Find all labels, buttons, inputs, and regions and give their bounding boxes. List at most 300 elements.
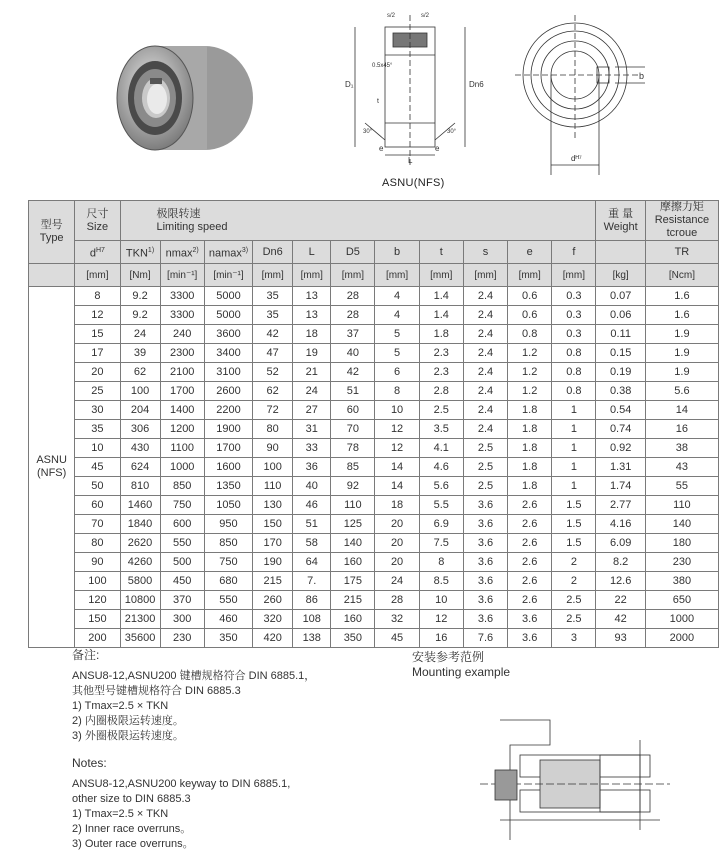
table-cell: 20 bbox=[75, 363, 120, 382]
table-cell: 2.3 bbox=[419, 344, 463, 363]
table-row bbox=[29, 572, 719, 591]
table-cell: 2.6 bbox=[508, 515, 552, 534]
table-cell: 300 bbox=[160, 610, 204, 629]
table-cell: 215 bbox=[331, 591, 375, 610]
table-cell: 21 bbox=[293, 363, 331, 382]
section-drawing bbox=[335, 5, 495, 175]
torque-header bbox=[645, 201, 718, 241]
table-cell: 0.3 bbox=[552, 287, 596, 306]
table-cell: 4.6 bbox=[419, 458, 463, 477]
table-cell: 12 bbox=[375, 420, 419, 439]
L-label: L bbox=[408, 156, 413, 165]
col-unit: [min⁻¹] bbox=[204, 264, 252, 287]
col-symbol bbox=[596, 241, 645, 264]
notes-en-line: 2) Inner race overruns。 bbox=[72, 823, 192, 835]
table-cell: 100 bbox=[120, 382, 160, 401]
table-cell: 8.2 bbox=[596, 553, 645, 572]
table-cell: 51 bbox=[293, 515, 331, 534]
type-cell bbox=[29, 287, 75, 648]
table-cell: 55 bbox=[645, 477, 718, 496]
table-cell: 1 bbox=[552, 439, 596, 458]
table-cell: 2200 bbox=[204, 401, 252, 420]
col-unit: [mm] bbox=[253, 264, 293, 287]
notes-en-line: other size to DIN 6885.3 bbox=[72, 793, 191, 805]
table-cell: 90 bbox=[75, 553, 120, 572]
table-cell: 120 bbox=[75, 591, 120, 610]
s2-right-label: s/2 bbox=[421, 13, 430, 19]
col-symbol: t bbox=[419, 241, 463, 264]
table-cell: 5800 bbox=[120, 572, 160, 591]
table-cell: 8.5 bbox=[419, 572, 463, 591]
table-cell: 306 bbox=[120, 420, 160, 439]
table-cell: 8 bbox=[75, 287, 120, 306]
e-left-label: e bbox=[379, 144, 384, 153]
table-cell: 36 bbox=[293, 458, 331, 477]
table-cell: 2.4 bbox=[463, 306, 507, 325]
col-unit: [min⁻¹] bbox=[160, 264, 204, 287]
table-cell: 1200 bbox=[160, 420, 204, 439]
table-cell: 24 bbox=[120, 325, 160, 344]
table-cell: 0.11 bbox=[596, 325, 645, 344]
table-cell: 430 bbox=[120, 439, 160, 458]
col-symbol: TKN$^{1)}$ bbox=[120, 241, 160, 264]
table-cell: 38 bbox=[645, 439, 718, 458]
table-cell: 39 bbox=[120, 344, 160, 363]
table-cell: 624 bbox=[120, 458, 160, 477]
type-cn: 型号 bbox=[40, 219, 63, 231]
notes-cn-line: ANSU8-12,ASNU200 键槽规格符合 DIN 6885.1， bbox=[72, 670, 316, 682]
table-cell: 2.8 bbox=[419, 382, 463, 401]
table-cell: 2.5 bbox=[463, 439, 507, 458]
table-row bbox=[29, 477, 719, 496]
table-cell: 160 bbox=[331, 553, 375, 572]
table-cell: 0.3 bbox=[552, 325, 596, 344]
col-unit: [mm] bbox=[375, 264, 419, 287]
table-cell: 2.6 bbox=[508, 572, 552, 591]
table-cell: 4 bbox=[375, 306, 419, 325]
table-cell: 0.6 bbox=[508, 306, 552, 325]
table-cell: 13 bbox=[293, 306, 331, 325]
table-cell: 230 bbox=[160, 629, 204, 648]
front-view-drawing bbox=[515, 15, 655, 185]
table-cell: 2.4 bbox=[463, 325, 507, 344]
table-cell: 80 bbox=[75, 534, 120, 553]
torque-en1: Resistance bbox=[654, 214, 710, 226]
table-cell: 0.6 bbox=[508, 287, 552, 306]
table-cell: 5000 bbox=[204, 306, 252, 325]
table-cell: 1.74 bbox=[596, 477, 645, 496]
table-cell: 18 bbox=[293, 325, 331, 344]
table-cell: 1.5 bbox=[552, 496, 596, 515]
table-cell: 5 bbox=[375, 344, 419, 363]
table-cell: 9.2 bbox=[120, 287, 160, 306]
table-cell: 180 bbox=[645, 534, 718, 553]
table-cell: 17 bbox=[75, 344, 120, 363]
table-cell: 1.5 bbox=[552, 534, 596, 553]
table-cell: 1.2 bbox=[508, 363, 552, 382]
table-cell: 2000 bbox=[645, 629, 718, 648]
notes-cn-line: 其他型号键槽规格符合 DIN 6885.3 bbox=[72, 685, 241, 697]
table-cell: 58 bbox=[293, 534, 331, 553]
table-cell: 5.6 bbox=[419, 477, 463, 496]
table-cell: 2.6 bbox=[508, 496, 552, 515]
table-cell: 60 bbox=[75, 496, 120, 515]
torque-en2: tcroue bbox=[666, 227, 698, 239]
col-symbol: $d^{H7}$ bbox=[75, 241, 120, 264]
table-cell: 28 bbox=[331, 306, 375, 325]
table-cell: 850 bbox=[160, 477, 204, 496]
table-cell: 35600 bbox=[120, 629, 160, 648]
table-cell: 550 bbox=[204, 591, 252, 610]
table-cell: 2 bbox=[552, 553, 596, 572]
dn6-label: Dn6 bbox=[469, 80, 484, 89]
table-cell: 33 bbox=[293, 439, 331, 458]
table-cell: 2100 bbox=[160, 363, 204, 382]
table-row bbox=[29, 363, 719, 382]
table-cell: 45 bbox=[75, 458, 120, 477]
table-cell: 32 bbox=[375, 610, 419, 629]
torque-cn: 摩擦力矩 bbox=[659, 201, 704, 213]
table-cell: 600 bbox=[160, 515, 204, 534]
table-cell: 42 bbox=[253, 325, 293, 344]
bearing-photo bbox=[110, 20, 260, 160]
table-cell: 2620 bbox=[120, 534, 160, 553]
table-cell: 86 bbox=[293, 591, 331, 610]
table-cell: 35 bbox=[253, 287, 293, 306]
table-row bbox=[29, 458, 719, 477]
drawing-caption: ASNU(NFS) bbox=[382, 177, 445, 189]
table-cell: 3600 bbox=[204, 325, 252, 344]
table-cell: 140 bbox=[331, 534, 375, 553]
table-cell: 28 bbox=[331, 287, 375, 306]
table-cell: 3.6 bbox=[463, 534, 507, 553]
table-cell: 2.3 bbox=[419, 363, 463, 382]
table-cell: 3100 bbox=[204, 363, 252, 382]
table-row bbox=[29, 287, 719, 306]
table-row bbox=[29, 325, 719, 344]
table-cell: 1.8 bbox=[508, 401, 552, 420]
mounting-heading bbox=[412, 650, 510, 680]
table-cell: 0.92 bbox=[596, 439, 645, 458]
table-cell: 260 bbox=[253, 591, 293, 610]
table-cell: 14 bbox=[375, 477, 419, 496]
table-cell: 3.6 bbox=[463, 515, 507, 534]
table-cell: 51 bbox=[331, 382, 375, 401]
col-symbol: D5 bbox=[331, 241, 375, 264]
table-cell: 1600 bbox=[204, 458, 252, 477]
table-cell: 42 bbox=[331, 363, 375, 382]
table-cell: 650 bbox=[645, 591, 718, 610]
table-row bbox=[29, 344, 719, 363]
table-cell: 20 bbox=[375, 553, 419, 572]
table-cell: 28 bbox=[375, 591, 419, 610]
table-row bbox=[29, 629, 719, 648]
table-cell: 150 bbox=[75, 610, 120, 629]
table-cell: 200 bbox=[75, 629, 120, 648]
table-cell: 130 bbox=[253, 496, 293, 515]
symbol-row bbox=[29, 241, 719, 264]
size-cn: 尺寸 bbox=[86, 207, 109, 220]
table-cell: 3.6 bbox=[463, 591, 507, 610]
table-row bbox=[29, 496, 719, 515]
table-cell: 110 bbox=[331, 496, 375, 515]
table-cell: 450 bbox=[160, 572, 204, 591]
table-cell: 72 bbox=[253, 401, 293, 420]
table-cell: 3.6 bbox=[463, 610, 507, 629]
table-cell: 62 bbox=[253, 382, 293, 401]
table-cell: 19 bbox=[293, 344, 331, 363]
col-unit: [kg] bbox=[596, 264, 645, 287]
table-cell: 0.15 bbox=[596, 344, 645, 363]
e-right-label: e bbox=[435, 144, 440, 153]
unit-row bbox=[29, 264, 719, 287]
chamfer-label: 0.5x45° bbox=[372, 63, 393, 69]
notes-en-line: ANSU8-12,ASNU200 keyway to DIN 6885.1, bbox=[72, 778, 291, 790]
table-cell: 550 bbox=[160, 534, 204, 553]
table-cell: 2.4 bbox=[463, 287, 507, 306]
table-cell: 1.9 bbox=[645, 325, 718, 344]
size-en: Size bbox=[86, 220, 109, 233]
table-cell: 5 bbox=[375, 325, 419, 344]
table-cell: 5.6 bbox=[645, 382, 718, 401]
table-cell: 40 bbox=[331, 344, 375, 363]
table-cell: 10 bbox=[375, 401, 419, 420]
table-cell: 7. bbox=[293, 572, 331, 591]
table-cell: 500 bbox=[160, 553, 204, 572]
type-label-sub: (NFS) bbox=[36, 467, 67, 479]
table-cell: 1.8 bbox=[508, 477, 552, 496]
table-cell: 0.38 bbox=[596, 382, 645, 401]
table-cell: 35 bbox=[75, 420, 120, 439]
table-cell: 3.6 bbox=[508, 629, 552, 648]
b-label: b bbox=[639, 71, 645, 81]
col-symbol: namax$^{3)}$ bbox=[204, 241, 252, 264]
speed-header bbox=[120, 201, 596, 241]
table-cell: 1.9 bbox=[645, 344, 718, 363]
illustration-area bbox=[0, 0, 721, 200]
table-row bbox=[29, 534, 719, 553]
table-cell: 16 bbox=[645, 420, 718, 439]
table-cell: 0.8 bbox=[508, 325, 552, 344]
table-cell: 8 bbox=[419, 553, 463, 572]
table-cell: 2.5 bbox=[552, 610, 596, 629]
table-cell: 16 bbox=[419, 629, 463, 648]
col-symbol: Dn6 bbox=[253, 241, 293, 264]
notes-cn-heading: 备注: bbox=[72, 648, 100, 662]
col-symbol: s bbox=[463, 241, 507, 264]
table-cell: 420 bbox=[253, 629, 293, 648]
table-cell: 1 bbox=[552, 401, 596, 420]
table-cell: 170 bbox=[253, 534, 293, 553]
table-cell: 2.6 bbox=[508, 553, 552, 572]
table-cell: 2300 bbox=[160, 344, 204, 363]
col-symbol: L bbox=[293, 241, 331, 264]
table-cell: 680 bbox=[204, 572, 252, 591]
speed-cn: 极限转速 bbox=[156, 207, 201, 220]
table-cell: 1350 bbox=[204, 477, 252, 496]
table-cell: 3.5 bbox=[419, 420, 463, 439]
table-cell: 1050 bbox=[204, 496, 252, 515]
table-cell: 2 bbox=[552, 572, 596, 591]
speed-en: Limiting speed bbox=[156, 220, 228, 233]
table-cell: 0.8 bbox=[552, 382, 596, 401]
table-cell: 460 bbox=[204, 610, 252, 629]
table-cell: 4260 bbox=[120, 553, 160, 572]
table-cell: 160 bbox=[331, 610, 375, 629]
table-cell: 3300 bbox=[160, 306, 204, 325]
table-cell: 230 bbox=[645, 553, 718, 572]
table-cell: 750 bbox=[204, 553, 252, 572]
table-row bbox=[29, 515, 719, 534]
notes-cn-line: 2) 内圈极限运转速度。 bbox=[72, 715, 184, 727]
col-unit: [mm] bbox=[463, 264, 507, 287]
table-cell: 2.6 bbox=[508, 534, 552, 553]
table-cell: 3.6 bbox=[463, 553, 507, 572]
col-unit: [mm] bbox=[293, 264, 331, 287]
table-cell: 380 bbox=[645, 572, 718, 591]
table-cell: 8 bbox=[375, 382, 419, 401]
table-cell: 43 bbox=[645, 458, 718, 477]
col-unit: [mm] bbox=[331, 264, 375, 287]
weight-header bbox=[596, 201, 645, 241]
table-cell: 3.6 bbox=[463, 496, 507, 515]
table-cell: 2.4 bbox=[463, 401, 507, 420]
table-cell: 1400 bbox=[160, 401, 204, 420]
table-cell: 1.4 bbox=[419, 287, 463, 306]
table-cell: 1 bbox=[552, 477, 596, 496]
table-cell: 5.5 bbox=[419, 496, 463, 515]
table-cell: 1.2 bbox=[508, 344, 552, 363]
table-cell: 3 bbox=[552, 629, 596, 648]
type-label: ASNU bbox=[36, 454, 67, 466]
t-label: t bbox=[377, 98, 379, 105]
table-cell: 0.19 bbox=[596, 363, 645, 382]
table-cell: 92 bbox=[331, 477, 375, 496]
notes-en-line: 1) Tmax=2.5 × TKN bbox=[72, 808, 169, 820]
table-cell: 175 bbox=[331, 572, 375, 591]
table-cell: 0.06 bbox=[596, 306, 645, 325]
table-cell: 204 bbox=[120, 401, 160, 420]
table-cell: 37 bbox=[331, 325, 375, 344]
table-cell: 350 bbox=[331, 629, 375, 648]
table-cell: 10800 bbox=[120, 591, 160, 610]
angle-right-label: 30° bbox=[447, 129, 457, 135]
table-cell: 1.8 bbox=[508, 420, 552, 439]
table-cell: 24 bbox=[375, 572, 419, 591]
table-cell: 2.5 bbox=[463, 458, 507, 477]
table-cell: 1.8 bbox=[508, 439, 552, 458]
table-cell: 1 bbox=[552, 458, 596, 477]
table-cell: 22 bbox=[596, 591, 645, 610]
table-cell: 0.54 bbox=[596, 401, 645, 420]
table-cell: 10 bbox=[75, 439, 120, 458]
table-cell: 1000 bbox=[645, 610, 718, 629]
table-cell: 6.9 bbox=[419, 515, 463, 534]
table-cell: 1 bbox=[552, 420, 596, 439]
table-cell: 1.6 bbox=[645, 287, 718, 306]
table-cell: 25 bbox=[75, 382, 120, 401]
table-cell: 2.4 bbox=[463, 344, 507, 363]
table-cell: 1840 bbox=[120, 515, 160, 534]
notes-en-line: 3) Outer race overruns。 bbox=[72, 838, 194, 850]
table-cell: 1700 bbox=[160, 382, 204, 401]
table-cell: 2.77 bbox=[596, 496, 645, 515]
table-cell: 750 bbox=[160, 496, 204, 515]
table-cell: 60 bbox=[331, 401, 375, 420]
table-cell: 12 bbox=[419, 610, 463, 629]
col-symbol: TR bbox=[645, 241, 718, 264]
table-row bbox=[29, 382, 719, 401]
table-cell: 62 bbox=[120, 363, 160, 382]
table-cell: 2.4 bbox=[463, 382, 507, 401]
table-cell: 950 bbox=[204, 515, 252, 534]
col-symbol: e bbox=[508, 241, 552, 264]
table-cell: 125 bbox=[331, 515, 375, 534]
table-cell: 93 bbox=[596, 629, 645, 648]
table-cell: 4.16 bbox=[596, 515, 645, 534]
table-cell: 50 bbox=[75, 477, 120, 496]
mounting-en: Mounting example bbox=[412, 665, 511, 679]
table-cell: 21300 bbox=[120, 610, 160, 629]
type-en: Type bbox=[39, 232, 64, 244]
table-cell: 0.07 bbox=[596, 287, 645, 306]
table-row bbox=[29, 401, 719, 420]
table-cell: 240 bbox=[160, 325, 204, 344]
table-cell: 7.6 bbox=[463, 629, 507, 648]
table-cell: 4 bbox=[375, 287, 419, 306]
table-cell: 42 bbox=[596, 610, 645, 629]
table-cell: 10 bbox=[419, 591, 463, 610]
s2-left-label: s/2 bbox=[387, 13, 396, 19]
weight-en: Weight bbox=[603, 220, 638, 233]
col-symbol: f bbox=[552, 241, 596, 264]
table-cell: 14 bbox=[645, 401, 718, 420]
table-cell: 850 bbox=[204, 534, 252, 553]
table-row bbox=[29, 439, 719, 458]
table-cell: 9.2 bbox=[120, 306, 160, 325]
table-cell: 150 bbox=[253, 515, 293, 534]
table-body bbox=[29, 287, 719, 648]
table-cell: 6.09 bbox=[596, 534, 645, 553]
table-cell: 140 bbox=[645, 515, 718, 534]
table-cell: 370 bbox=[160, 591, 204, 610]
table-cell: 47 bbox=[253, 344, 293, 363]
table-cell: 5000 bbox=[204, 287, 252, 306]
table-cell: 85 bbox=[331, 458, 375, 477]
table-cell: 2.4 bbox=[463, 363, 507, 382]
col-unit: [Nm] bbox=[120, 264, 160, 287]
table-row bbox=[29, 591, 719, 610]
table-cell: 190 bbox=[253, 553, 293, 572]
notes-en-heading: Notes: bbox=[72, 756, 107, 770]
table-cell: 1.6 bbox=[645, 306, 718, 325]
table-row bbox=[29, 553, 719, 572]
table-cell: 4.1 bbox=[419, 439, 463, 458]
spec-table bbox=[28, 200, 719, 648]
table-cell: 110 bbox=[645, 496, 718, 515]
table-cell: 12 bbox=[75, 306, 120, 325]
table-cell: 2.5 bbox=[463, 477, 507, 496]
table-cell: 52 bbox=[253, 363, 293, 382]
table-cell: 78 bbox=[331, 439, 375, 458]
table-cell: 350 bbox=[204, 629, 252, 648]
table-cell: 100 bbox=[75, 572, 120, 591]
table-cell: 24 bbox=[293, 382, 331, 401]
mounting-cn: 安装参考范例 bbox=[412, 650, 485, 664]
type-header bbox=[29, 201, 75, 264]
d1-label: D₁ bbox=[345, 80, 354, 89]
table-cell: 1700 bbox=[204, 439, 252, 458]
